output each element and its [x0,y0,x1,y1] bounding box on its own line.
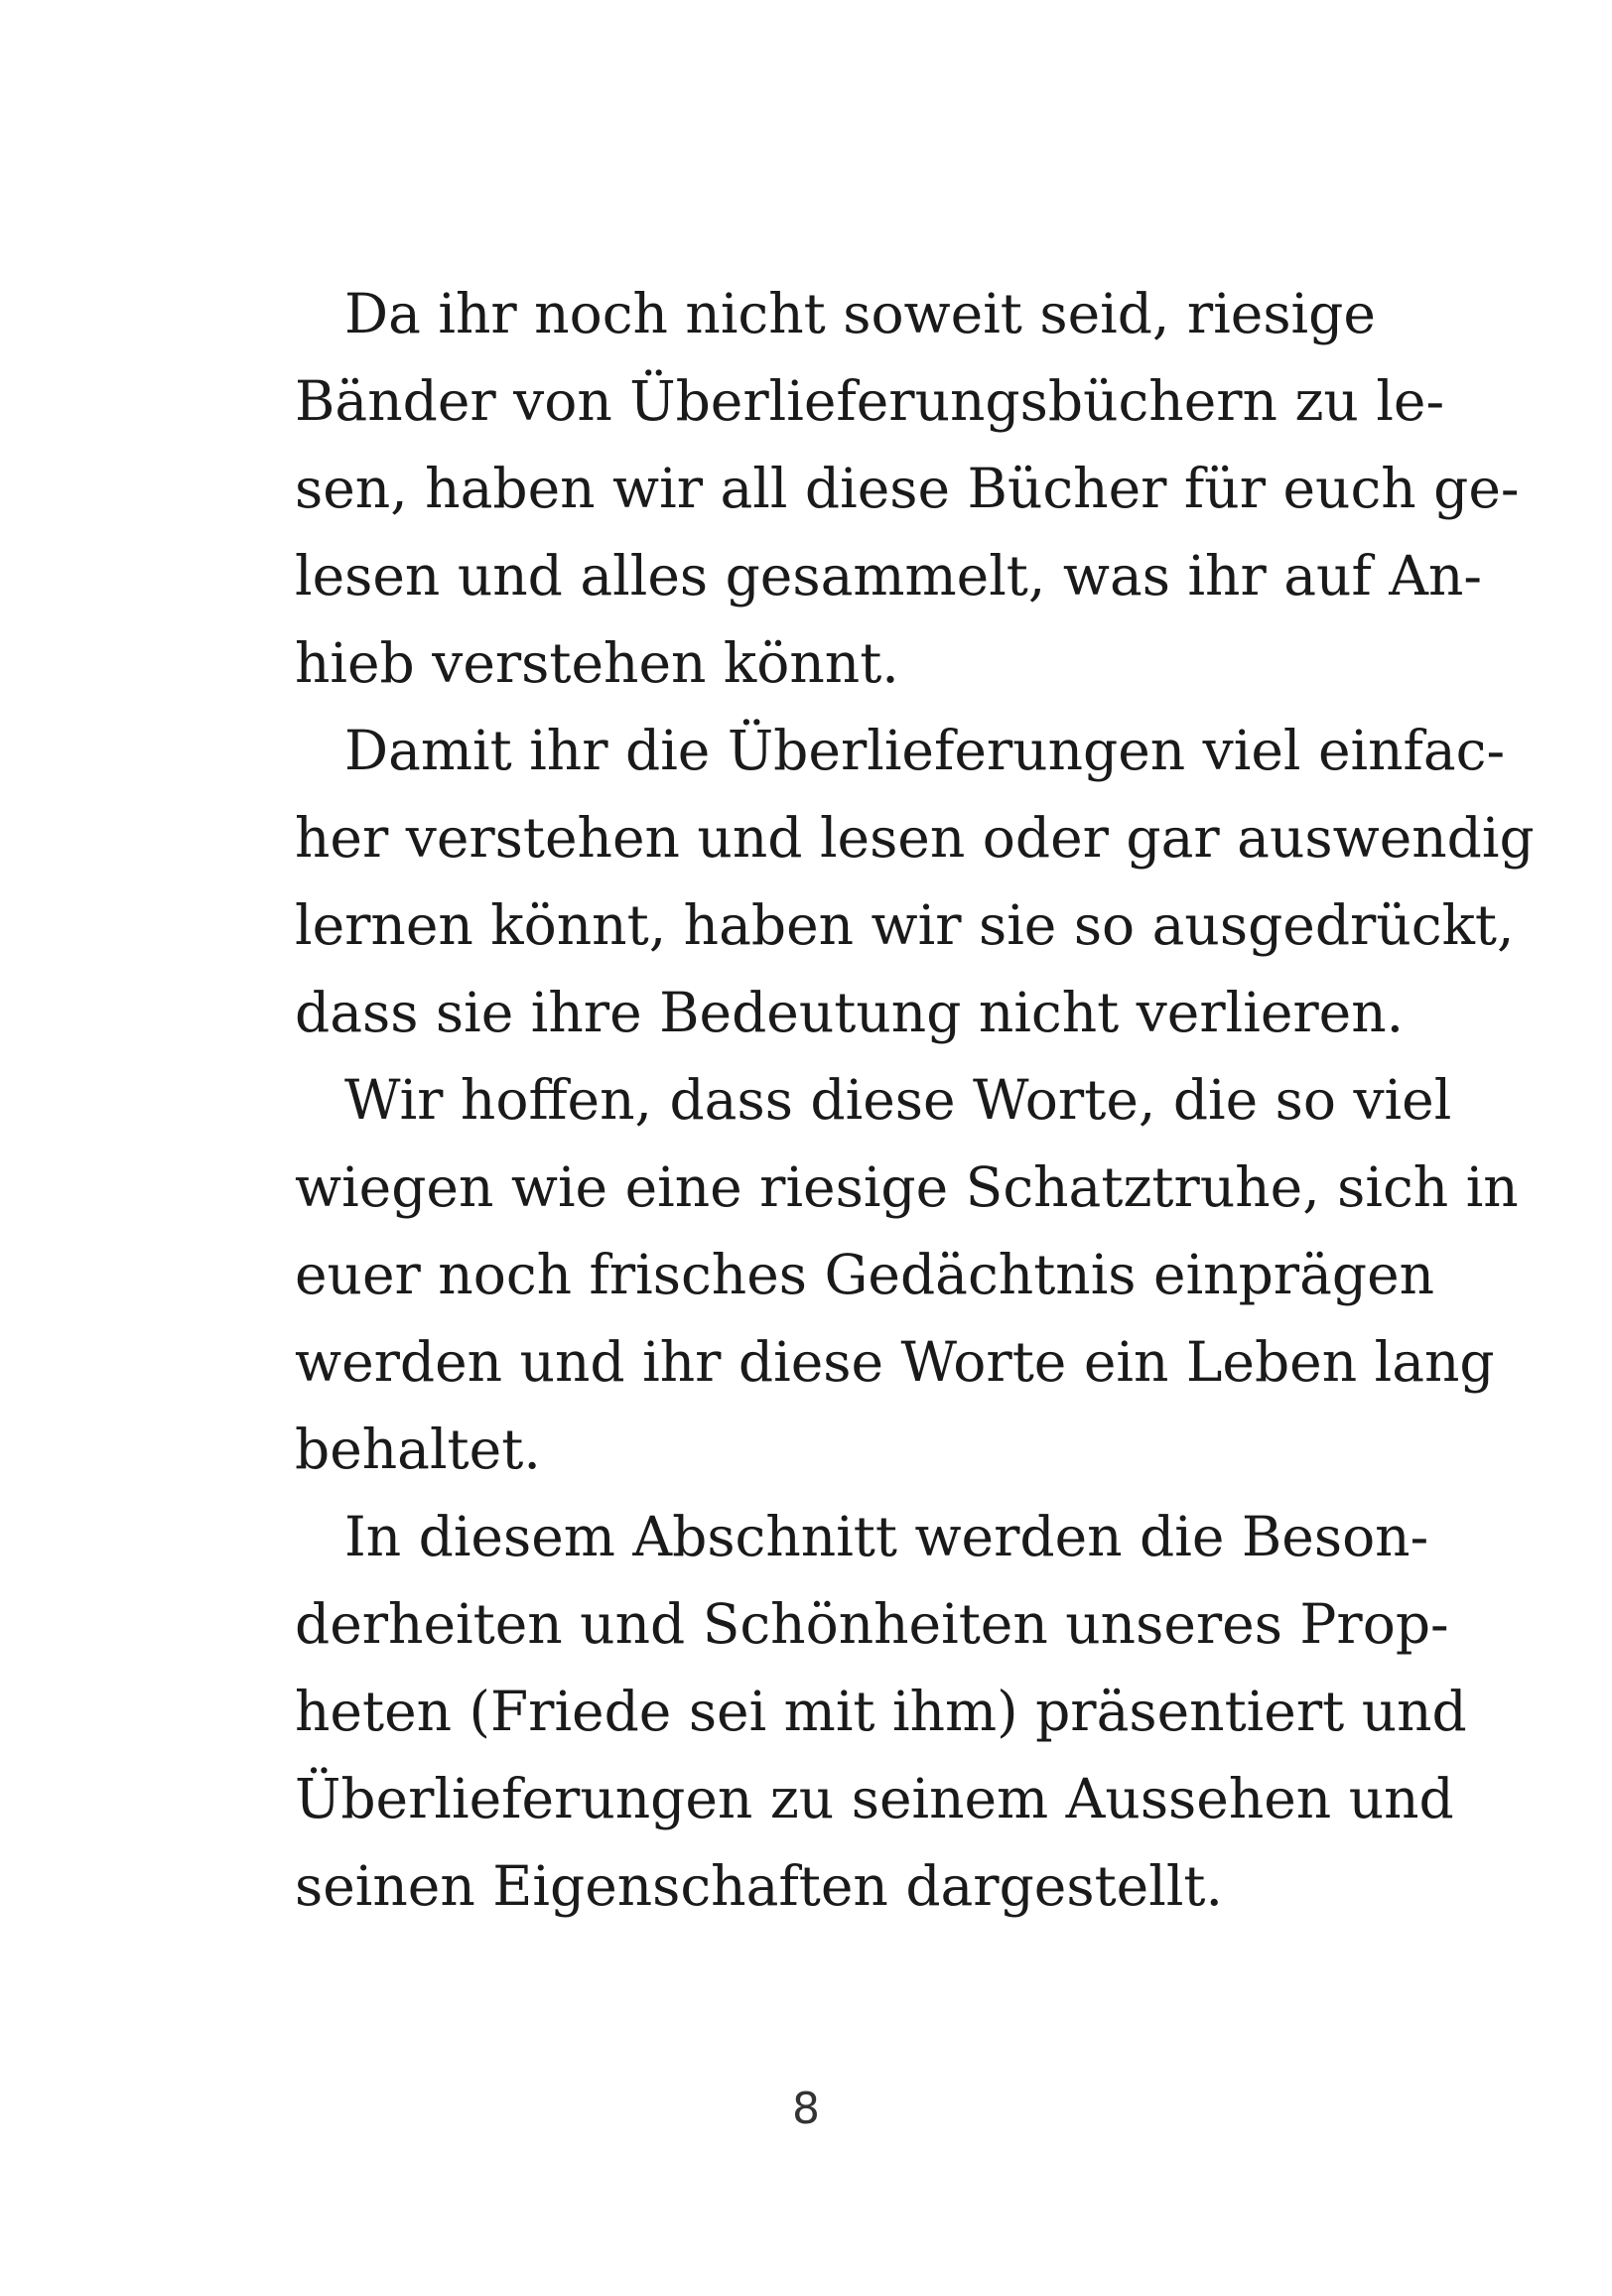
page-number: 8 [792,2084,820,2134]
paragraph-line: hieb verstehen könnt. [295,631,899,695]
paragraph-line: euer noch frisches Gedächtnis einprägen [295,1243,1435,1306]
paragraph-line: behaltet. [295,1418,541,1481]
paragraph-line: Überlieferungen zu seinem Aussehen und [295,1767,1454,1830]
paragraph-line: In diesem Abschnitt werden die Beson- [344,1505,1429,1568]
paragraph-line: Da ihr noch nicht soweit seid, riesige [344,282,1376,345]
paragraph-2 [295,707,1535,1056]
paragraph-line: sen, haben wir all diese Bücher für euch ge- [295,457,1520,520]
paragraph-line: lesen und alles gesammelt, was ihr auf An- [295,544,1483,608]
body-text [295,270,1535,1930]
paragraph-line: dass sie ihre Bedeutung nicht verlieren. [295,981,1405,1044]
paragraph-line: wiegen wie eine riesige Schatztruhe, sich in [295,1155,1519,1219]
paragraph-line: lernen könnt, haben wir sie so ausgedrückt, [295,893,1515,957]
paragraph-line: Wir hoffen, dass diese Worte, die so viel [344,1068,1452,1132]
paragraph-4 [295,1493,1467,1930]
paragraph-line: werden und ihr diese Worte ein Leben lang [295,1330,1495,1394]
paragraph-1 [295,270,1520,707]
paragraph-line: seinen Eigenschaften dargestellt. [295,1854,1223,1918]
paragraph-3 [295,1056,1519,1493]
paragraph-line: Damit ihr die Überlieferungen viel einfac- [344,719,1506,782]
paragraph-line: her verstehen und lesen oder gar auswendig [295,806,1535,870]
paragraph-line: Bänder von Überlieferungsbüchern zu le- [295,369,1445,433]
paragraph-line: derheiten und Schönheiten unseres Prop- [295,1592,1449,1656]
paragraph-line: heten (Friede sei mit ihm) präsentiert und [295,1680,1467,1743]
